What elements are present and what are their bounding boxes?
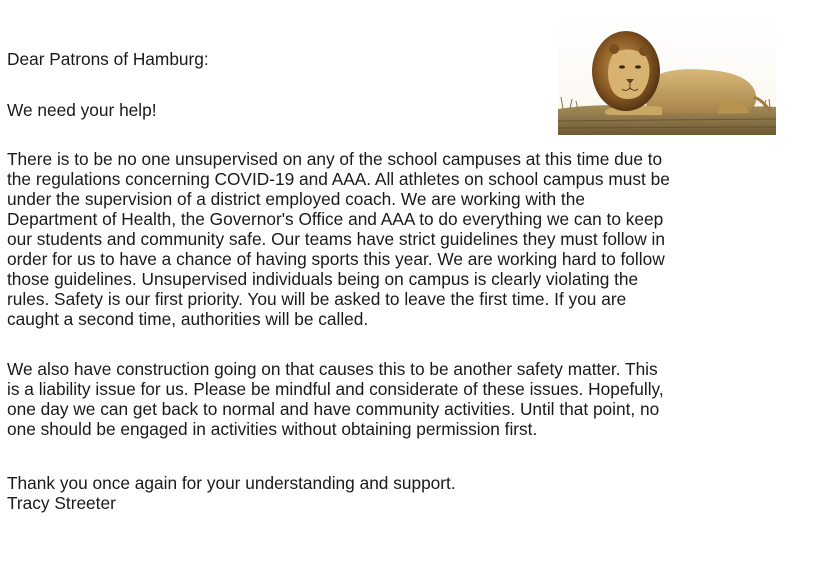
paragraph-line: those guidelines. Unsupervised individuals being on campus is clearly violating the (7, 269, 639, 289)
paragraph-line: order for us to have a chance of having sports this year. We are working hard to follow (7, 249, 665, 269)
lion-image (558, 13, 776, 135)
paragraph-line: We also have construction going on that causes this to be another safety matter. This (7, 359, 658, 379)
paragraph-line: our students and community safe. Our teams have strict guidelines they must follow in (7, 229, 665, 249)
paragraph-line: Department of Health, the Governor's Office and AAA to do everything we can to keep (7, 209, 664, 229)
paragraph-line: is a liability issue for us. Please be mindful and considerate of these issues. Hopefully, (7, 379, 664, 399)
paragraph-line: one day we can get back to normal and have community activities. Until that point, no (7, 399, 660, 419)
plea-line: We need your help! (7, 100, 157, 120)
salutation: Dear Patrons of Hamburg: (7, 49, 209, 69)
paragraph-line: caught a second time, authorities will be called. (7, 309, 369, 329)
paragraph-line: There is to be no one unsupervised on any of the school campuses at this time due to (7, 149, 663, 169)
paragraph-line: one should be engaged in activities without obtaining permission first. (7, 419, 538, 439)
closing-line: Thank you once again for your understanding and support. (7, 473, 456, 493)
signature: Tracy Streeter (7, 493, 116, 513)
paragraph-line: the regulations concerning COVID-19 and AAA. All athletes on school campus must be (7, 169, 670, 189)
paragraph-line: rules. Safety is our first priority. You will be asked to leave the first time. If you are (7, 289, 627, 309)
paragraph-line: under the supervision of a district employed coach. We are working with the (7, 189, 585, 209)
